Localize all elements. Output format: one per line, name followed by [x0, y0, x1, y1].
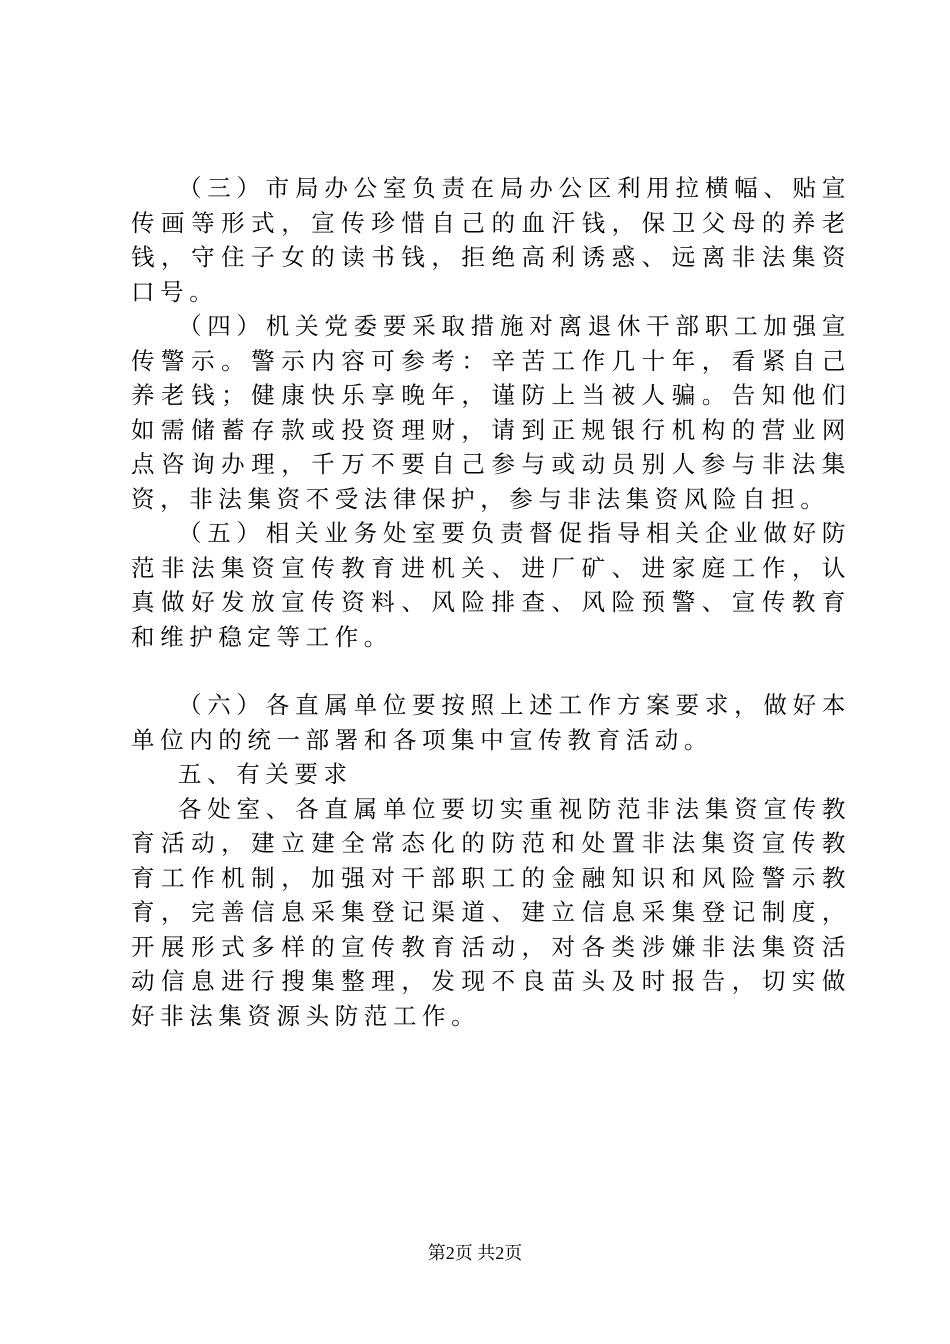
document-body — [131, 171, 851, 1033]
final-paragraph: 各处室、各直属单位要切实重视防范非法集资宣传教育活动，建立建全常态化的防范和处置非法集资宣传教育工作机制，加强对干部职工的金融知识和风险警示教育，完善信息采集登记渠道、建立信息采集登记制度，开展形式多样的宣传教育活动，对各类涉嫌非法集资活动信息进行搜集整理，发现不良苗头及时报告，切实做好非法集资源头防范工作。 — [131, 794, 851, 1030]
page-footer: 第2页 共2页 — [427, 1243, 523, 1263]
paragraph-6: （六）各直属单位要按照上述工作方案要求，做好本单位内的统一部署和各项集中宣传教育活动。 — [131, 691, 851, 754]
paragraph-4: （四）机关党委要采取措施对离退休干部职工加强宣传警示。警示内容可参考：辛苦工作几十年，看紧自己养老钱；健康快乐享晚年，谨防上当被人骗。告知他们如需储蓄存款或投资理财，请到正规银行机构的营业网点咨询办理，千万不要自己参与或动员别人参与非法集资，非法集资不受法律保护，参与非法集资风险自担。 — [131, 312, 851, 513]
section-heading: 五、有关要求 — [178, 760, 353, 788]
paragraph-5: （五）相关业务处室要负责督促指导相关企业做好防范非法集资宣传教育进机关、进厂矿、进家庭工作，认真做好发放宣传资料、风险排查、风险预警、宣传教育和维护稳定等工作。 — [131, 519, 851, 651]
paragraph-3: （三）市局办公室负责在局办公区利用拉横幅、贴宣传画等形式，宣传珍惜自己的血汗钱，保卫父母的养老钱，守住子女的读书钱，拒绝高利诱惑、远离非法集资口号。 — [131, 174, 851, 306]
paragraph-spacer — [131, 654, 851, 688]
